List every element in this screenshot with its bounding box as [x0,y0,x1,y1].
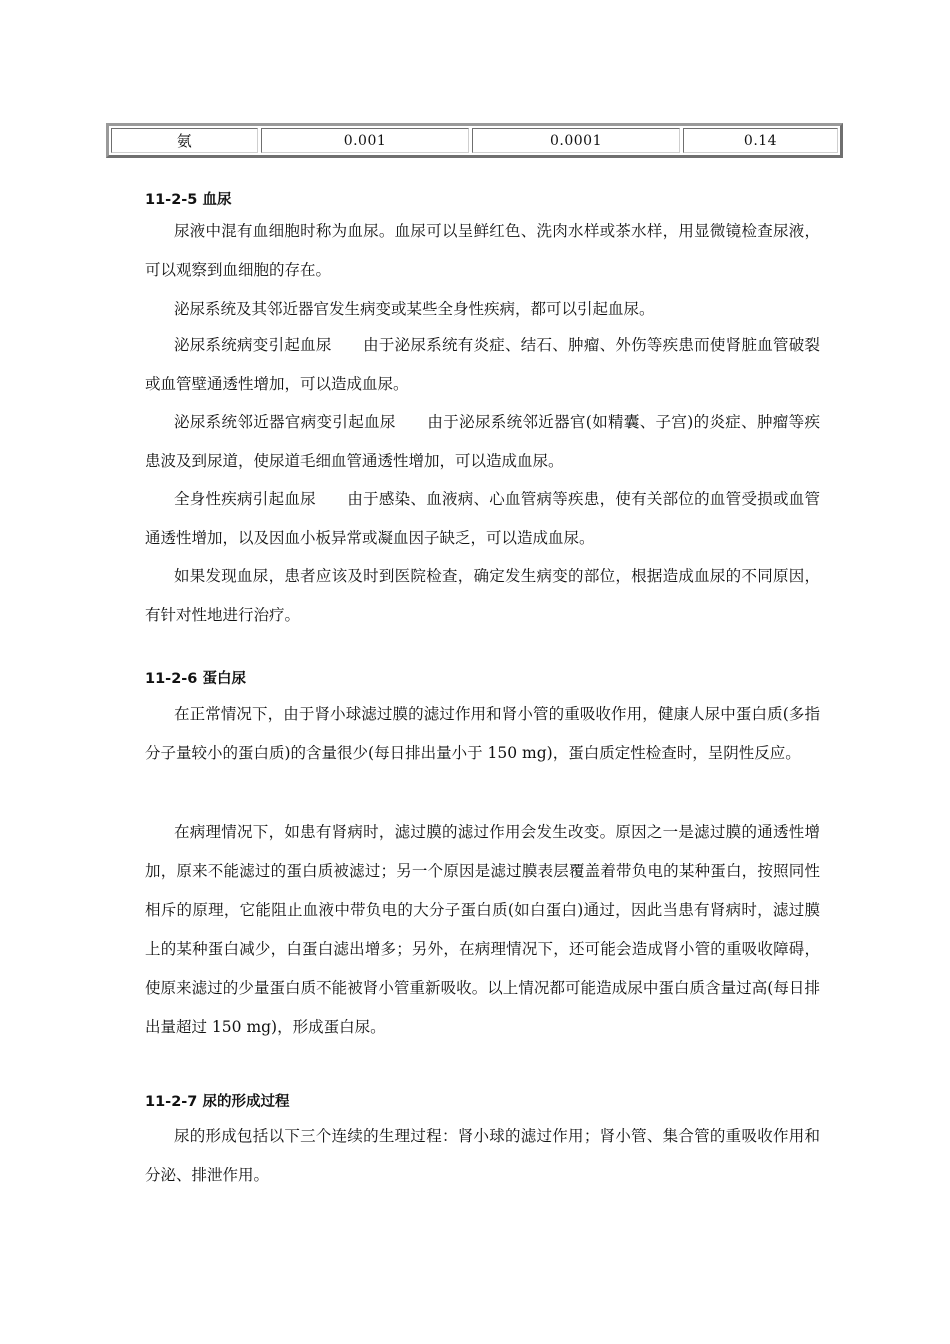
section-heading-urine-formation: 11-2-7 尿的形成过程 [145,1094,290,1110]
paragraph: 全身性疾病引起血尿 由于感染、血液病、心血管病等疾患，使有关部位的血管受损或血管通透性增加，以及因血小板异常或凝血因子缺乏，可以造成血尿。 [145,490,820,547]
paragraph: 泌尿系统及其邻近器官发生病变或某些全身性疾病，都可以引起血尿。 [174,300,655,318]
table-cell-substance: 氨 [111,128,258,153]
table-cell-value-1: 0.001 [261,128,469,153]
paragraph: 在正常情况下，由于肾小球滤过膜的滤过作用和肾小管的重吸收作用，健康人尿中蛋白质(多指分子量较小的蛋白质)的含量很少(每日排出量小于 150 mg)，蛋白质定性检查时，呈阴性反应。 [145,705,820,762]
paragraph: 泌尿系统邻近器官病变引起血尿 由于泌尿系统邻近器官(如精囊、子宫)的炎症、肿瘤等疾患波及到尿道，使尿道毛细血管通透性增加，可以造成血尿。 [145,413,820,470]
paragraph: 尿液中混有血细胞时称为血尿。血尿可以呈鲜红色、洗肉水样或茶水样，用显微镜检查尿液，可以观察到血细胞的存在。 [145,222,820,279]
section-heading-proteinuria: 11-2-6 蛋白尿 [145,671,246,687]
table-cell-value-3: 0.14 [683,128,838,153]
table-cell-value-2: 0.0001 [472,128,680,153]
paragraph: 在病理情况下，如患有肾病时，滤过膜的滤过作用会发生改变。原因之一是滤过膜的通透性增加，原来不能滤过的蛋白质被滤过；另一个原因是滤过膜表层覆盖着带负电的某种蛋白，按照同性相斥的原理，它能阻止血液中带负电的大分子蛋白质(如白蛋白)通过，因此当患有肾病时，滤过膜上的某种蛋白减少，白蛋白滤出增多；另外，在病理情况下，还可能会造成肾小管的重吸收障碍，使原来滤过的少量蛋白质不能被肾小管重新吸收。以上情况都可能造成尿中蛋白质含量过高(每日排出量超过 150 mg)，形成蛋白尿。 [145,823,820,1036]
paragraph: 如果发现血尿，患者应该及时到医院检查，确定发生病变的部位，根据造成血尿的不同原因，有针对性地进行治疗。 [145,567,820,624]
paragraph: 尿的形成包括以下三个连续的生理过程：肾小球的滤过作用；肾小管、集合管的重吸收作用和分泌、排泄作用。 [145,1127,820,1184]
section-heading-hematuria: 11-2-5 血尿 [145,192,232,208]
paragraph: 泌尿系统病变引起血尿 由于泌尿系统有炎症、结石、肿瘤、外伤等疾患而使肾脏血管破裂或血管壁通透性增加，可以造成血尿。 [145,336,820,393]
table-row [111,128,838,153]
data-table [106,123,843,158]
